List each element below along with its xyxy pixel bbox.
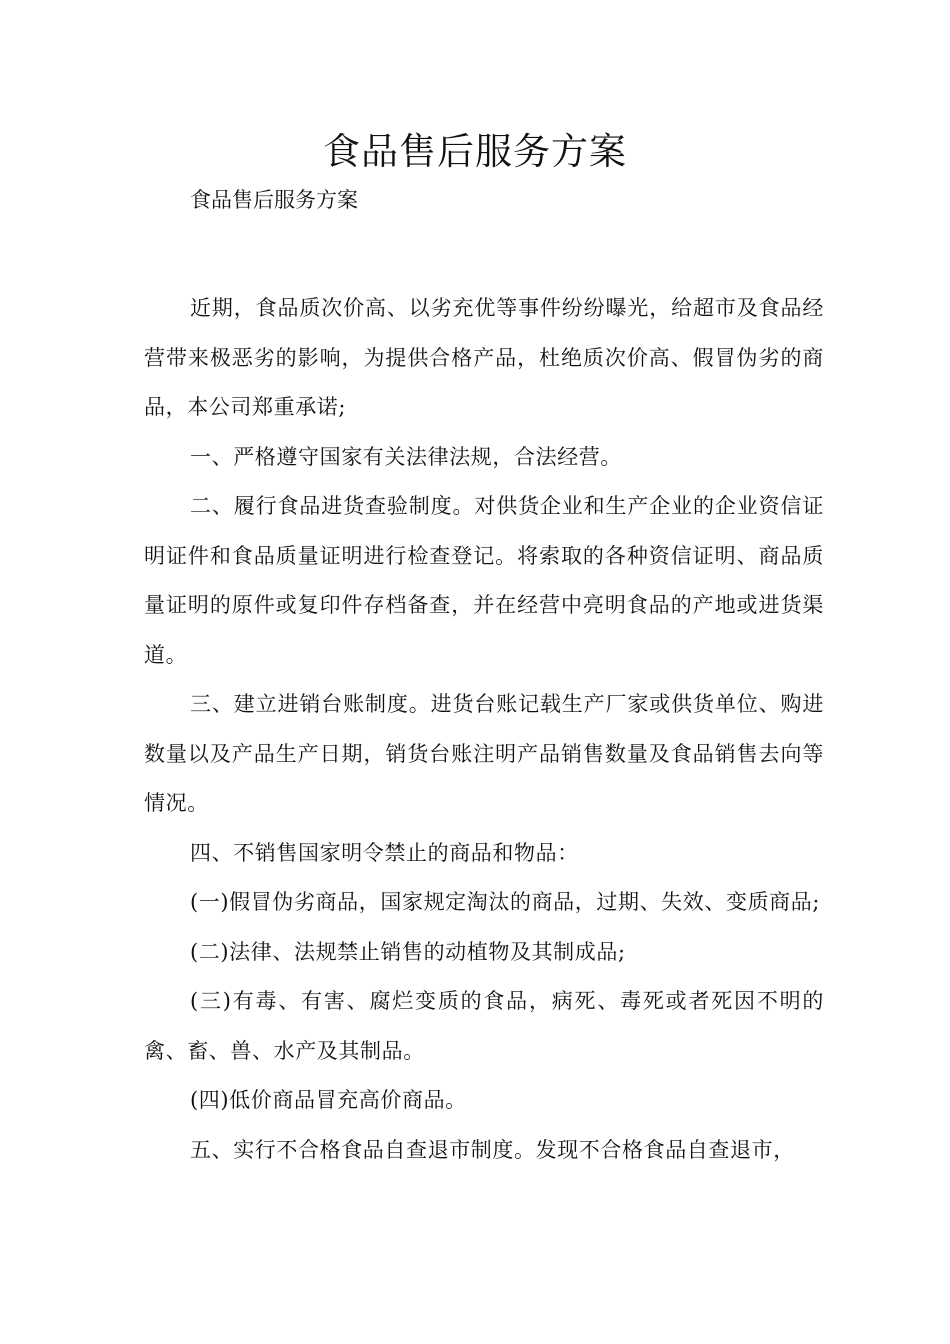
paragraph-item-5: 五、实行不合格食品自查退市制度。发现不合格食品自查退市， [190, 1137, 795, 1162]
document-title: 食品售后服务方案 [323, 130, 627, 173]
paragraph-item-2: 二、履行食品进货查验制度。对供货企业和生产企业的企业资信证明证件和食品质量证明进行检查登记。将索取的各种资信证明、商品质量证明的原件或复印件存档备查，并在经营中亮明食品的产地或进货渠道。 [144, 494, 824, 667]
paragraph-subitem-2: (二)法律、法规禁止销售的动植物及其制成品; [190, 939, 626, 964]
paragraph-item-3: 三、建立进销台账制度。进货台账记载生产厂家或供货单位、购进数量以及产品生产日期，销货台账注明产品销售数量及食品销售去向等情况。 [144, 692, 824, 815]
paragraph-item-4: 四、不销售国家明令禁止的商品和物品： [190, 840, 579, 865]
paragraph-subitem-3: (三)有毒、有害、腐烂变质的食品，病死、毒死或者死因不明的禽、畜、兽、水产及其制品。 [144, 989, 824, 1063]
paragraph-item-1: 一、严格遵守国家有关法律法规，合法经营。 [190, 444, 622, 469]
document-body [144, 284, 824, 1175]
paragraph-subitem-4: (四)低价商品冒充高价商品。 [190, 1088, 467, 1112]
paragraph-subitem-1: (一)假冒伪劣商品，国家规定淘汰的商品，过期、失效、变质商品; [190, 890, 821, 914]
paragraph-intro: 近期，食品质次价高、以劣充优等事件纷纷曝光，给超市及食品经营带来极恶劣的影响，为提供合格产品，杜绝质次价高、假冒伪劣的商品，本公司郑重承诺; [144, 296, 824, 419]
document-subtitle: 食品售后服务方案 [190, 188, 358, 212]
